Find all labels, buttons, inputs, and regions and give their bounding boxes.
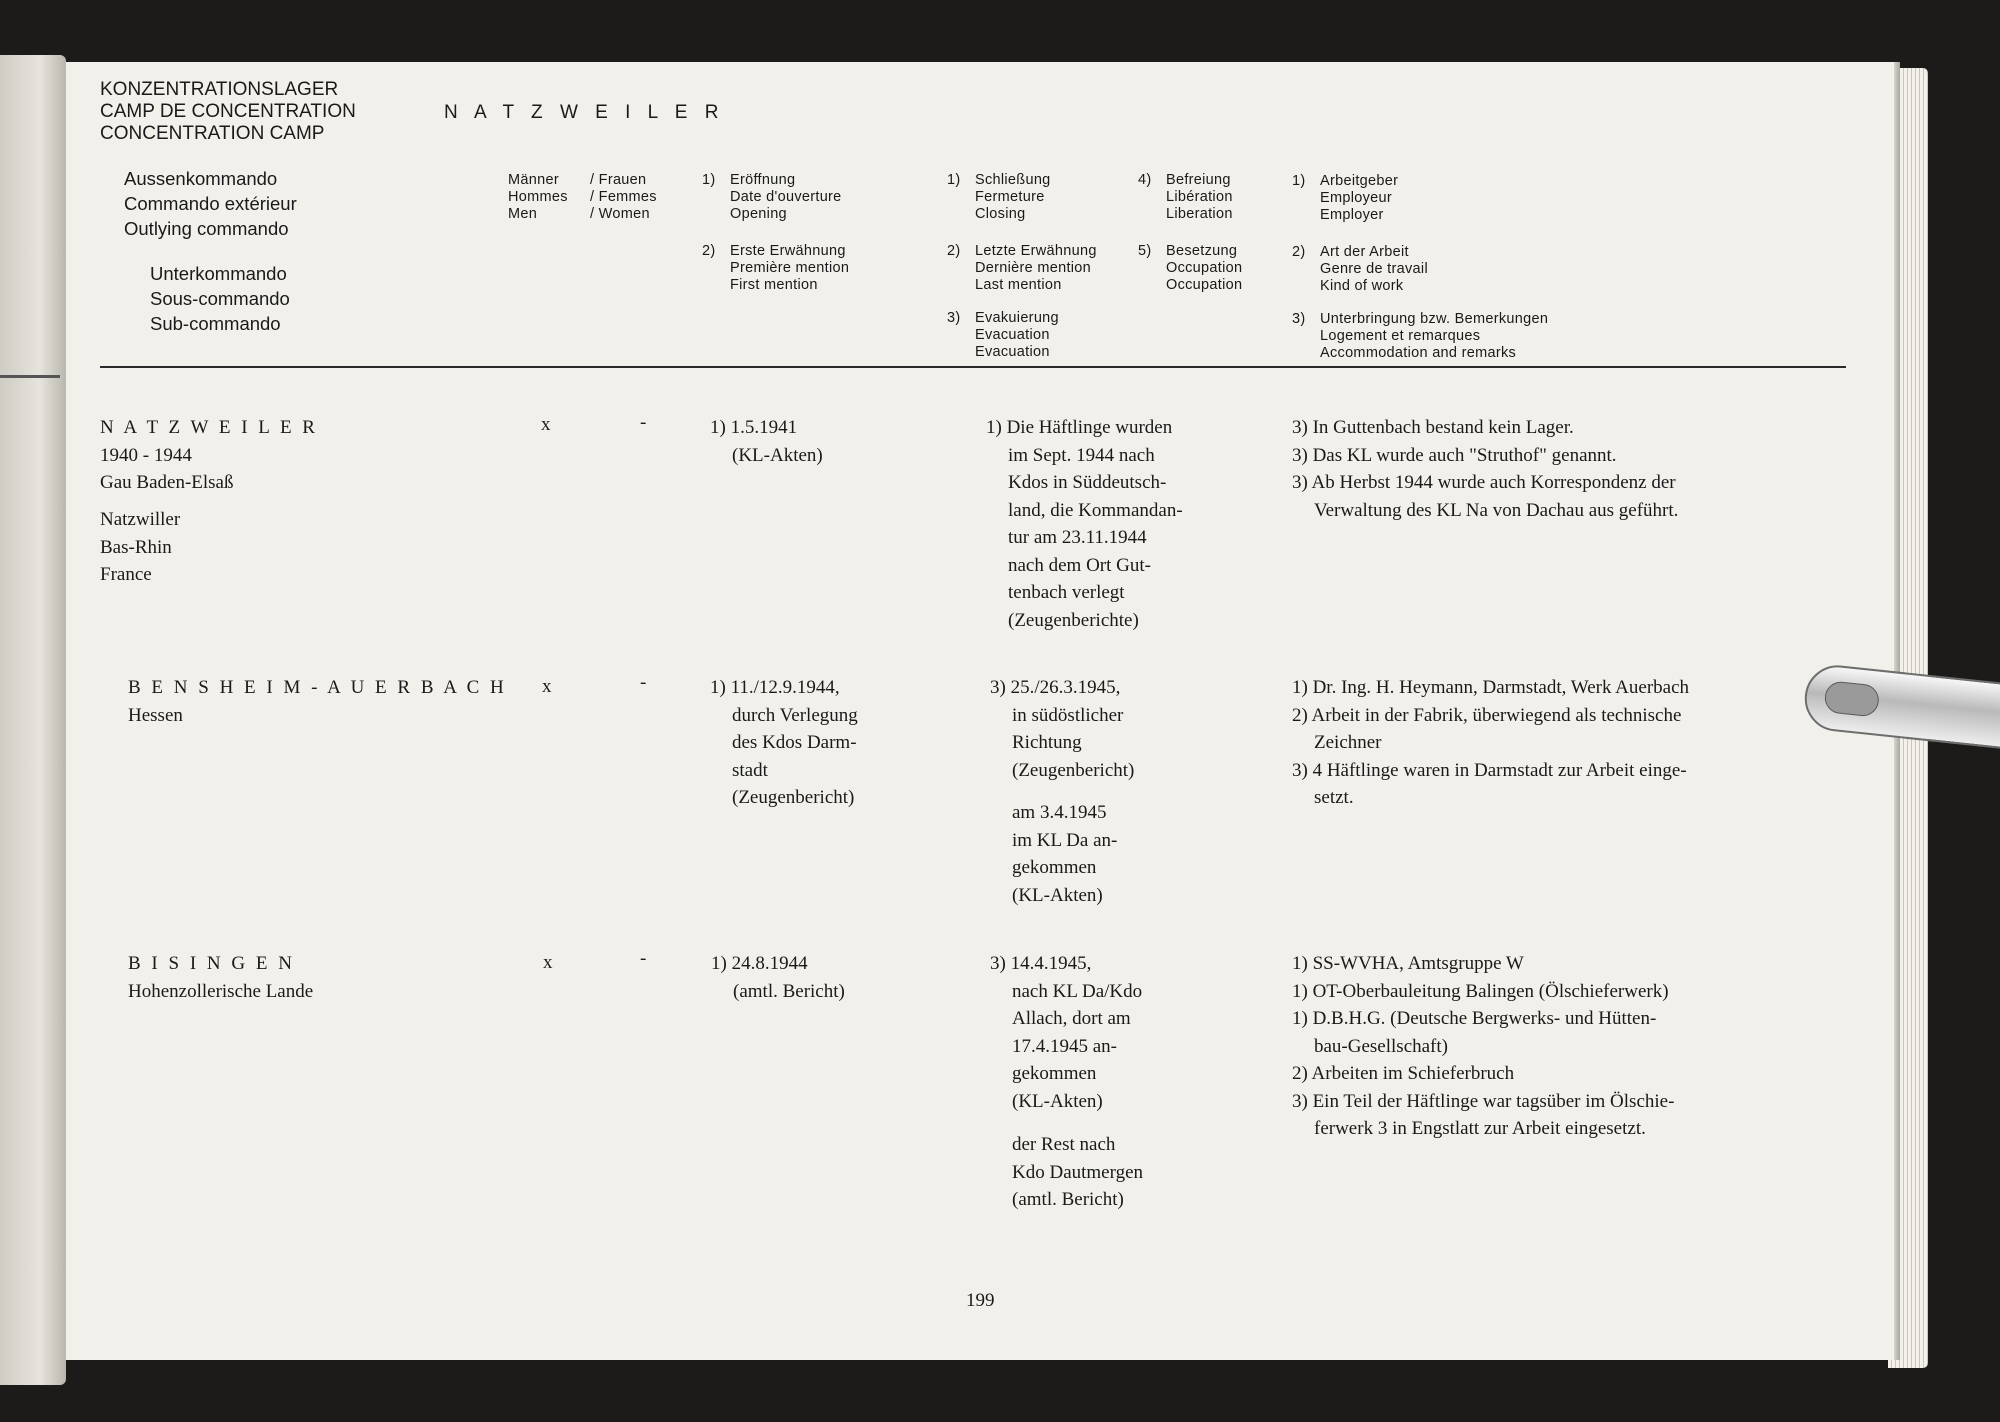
liberation-header: 4) Befreiung Libération Liberation [1138, 172, 1233, 222]
employer-header: 1) Arbeitgeber Employeur Employer [1292, 173, 1399, 223]
camp-name: N A T Z W E I L E R [444, 102, 725, 123]
left-page-rule [0, 375, 60, 378]
clip-hole [1823, 680, 1880, 717]
left-page-edge [0, 55, 66, 1385]
entry-bisingen-remainder: der Rest nach Kdo Dautmergen (amtl. Bericht) [1012, 1134, 1144, 1210]
evacuation-header: 3) Evakuierung Evacuation Evacuation [947, 310, 1059, 360]
entry-natzweiler-closing: 1) Die Häftlinge wurden im Sept. 1944 nach Kdos in Süddeutsch- land, die Kommandan- tur am 23.11.1944 nach dem Ort Gut- tenbach verlegt (Zeugenberichte) [986, 417, 1183, 631]
outlying-commando-label: Aussenkommando Commando extérieur Outlying commando [124, 168, 297, 239]
last-mention-header: 2) Letzte Erwähnung Dernière mention Last mention [947, 243, 1097, 293]
entry-natzweiler-women: - [640, 412, 647, 433]
entry-natzweiler-name: N A T Z W E I L E R 1940 - 1944 Gau Baden-Elsaß [100, 417, 318, 493]
first-mention-header: 2) Erste Erwähnung Première mention First mention [702, 243, 850, 293]
entry-bensheim-opening: 1) 11./12.9.1944, durch Verlegung des Kdos Darm- stadt (Zeugenbericht) [710, 677, 858, 808]
entry-bisingen-women: - [640, 948, 647, 969]
entry-bisingen-men: x [543, 952, 553, 973]
entry-bensheim-men: x [542, 676, 552, 697]
gender-header: Männer / Frauen Hommes / Femmes Men / Women [508, 172, 657, 222]
accommodation-header: 3) Unterbringung bzw. Bemerkungen Logement et remarques Accommodation and remarks [1292, 311, 1549, 361]
entry-bisingen-closing: 3) 14.4.1945, nach KL Da/Kdo Allach, dort am 17.4.1945 an- gekommen (KL-Akten) [990, 953, 1143, 1112]
entry-bensheim-remarks: 1) Dr. Ing. H. Heymann, Darmstadt, Werk Auerbach 2) Arbeit in der Fabrik, überwiegend als technische Zeichner 3) 4 Häftlinge waren in Darmstadt zur Arbeit einge- setzt. [1292, 677, 1690, 808]
camp-type-label: KONZENTRATIONSLAGER CAMP DE CONCENTRATION CONCENTRATION CAMP [100, 79, 356, 144]
page-number: 199 [966, 1290, 995, 1311]
entry-bensheim-closing: 3) 25./26.3.1945, in südöstlicher Richtung (Zeugenbericht) [990, 677, 1135, 781]
sub-commando-label: Unterkommando Sous-commando Sub-commando [150, 263, 290, 334]
header-divider [100, 366, 1846, 368]
book-page [66, 62, 1900, 1360]
entry-bisingen-remarks: 1) SS-WVHA, Amtsgruppe W 1) OT-Oberbauleitung Balingen (Ölschieferwerk) 1) D.B.H.G. (Deutsche Bergwerks- und Hütten- bau-Gesellschaft) 2) Arbeiten im Schieferbruch 3) Ein Teil der Häftlinge war tagsüber im Ölschie- ferwerk 3 in Engstlatt zur Arbeit eingesetzt. [1292, 953, 1675, 1139]
entry-bensheim-name: B E N S H E I M - A U E R B A C H Hessen [128, 677, 507, 726]
entry-natzweiler-remarks: 3) In Guttenbach bestand kein Lager. 3) Das KL wurde auch "Struthof" genannt. 3) Ab Herbst 1944 wurde auch Korrespondenz der Verwaltung des KL Na von Dachau aus geführt. [1292, 417, 1679, 521]
closing-header: 1) Schließung Fermeture Closing [947, 172, 1051, 222]
opening-header: 1) Eröffnung Date d'ouverture Opening [702, 172, 842, 222]
entry-natzweiler-location: Natzwiller Bas-Rhin France [100, 509, 181, 585]
occupation-header: 5) Besetzung Occupation Occupation [1138, 243, 1243, 293]
entry-bisingen-opening: 1) 24.8.1944 (amtl. Bericht) [711, 953, 845, 1002]
entry-bensheim-arrival: am 3.4.1945 im KL Da an- gekommen (KL-Akten) [1012, 802, 1118, 906]
entry-natzweiler-men: x [541, 414, 551, 435]
entry-bensheim-women: - [640, 672, 647, 693]
kind-of-work-header: 2) Art der Arbeit Genre de travail Kind of work [1292, 244, 1428, 294]
entry-bisingen-name: B I S I N G E N Hohenzollerische Lande [128, 953, 314, 1002]
entry-natzweiler-opening: 1) 1.5.1941 (KL-Akten) [710, 417, 823, 466]
